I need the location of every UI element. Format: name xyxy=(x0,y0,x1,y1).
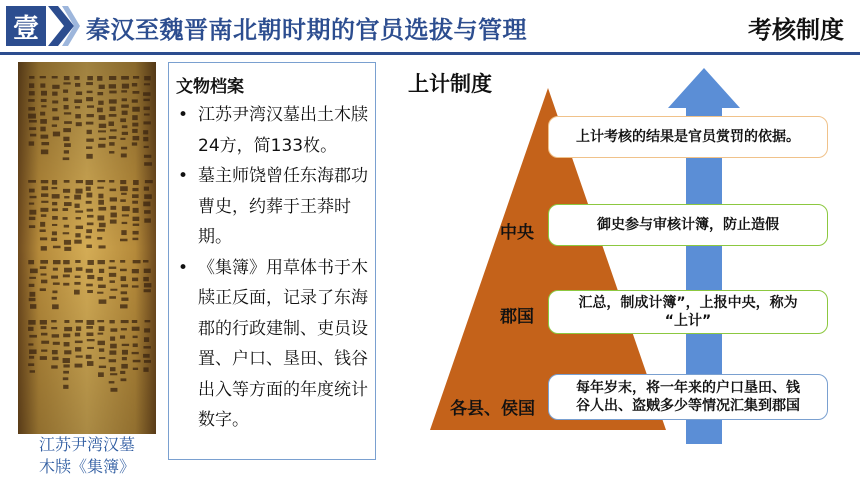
wooden-tablet-image xyxy=(18,62,156,434)
list-item: • 墓主师饶曾任东海郡功曹史，约葬于王莽时期。 xyxy=(178,166,368,247)
archive-title: 文物档案 xyxy=(176,77,244,97)
section-number-badge: 壹 xyxy=(6,6,46,46)
header-divider xyxy=(0,52,860,55)
box-line: 每年岁末，将一年来的户口垦田、钱 xyxy=(576,380,800,396)
box-line: 汇总，制成计簿”，上报中央，称为 xyxy=(578,295,798,311)
list-item: • 《集簿》用草体书于木牍正反面，记录了东海郡的行政建制、吏员设置、户口、垦田、钱谷出入等方面的年度统计数字。 xyxy=(178,257,368,430)
list-item: • 江苏尹湾汉墓出土木牍24方，简133枚。 xyxy=(178,105,368,156)
chevron-right-icon xyxy=(48,6,80,46)
relic-caption xyxy=(14,434,160,478)
box-line: “上计” xyxy=(664,313,712,329)
page-title: 秦汉至魏晋南北朝时期的官员选拔与管理 xyxy=(86,16,527,44)
central-box: 御史参与审核计簿，防止造假 xyxy=(548,204,828,246)
list-item-text: 江苏尹湾汉墓出土木牍24方，简133枚。 xyxy=(198,105,368,156)
box-line: 谷人出、盗贼多少等情况汇集到郡国 xyxy=(576,398,800,414)
result-box: 上计考核的结果是官员赏罚的依据。 xyxy=(548,116,828,158)
archive-list xyxy=(170,100,376,436)
diagram-label: 上计制度 xyxy=(408,72,492,96)
commandery-box xyxy=(548,290,828,334)
relic-caption-line: 江苏尹湾汉墓 xyxy=(38,435,135,454)
county-box xyxy=(548,374,828,420)
tier-label-county: 各县、侯国 xyxy=(450,399,535,419)
tier-label-commandery: 郡国 xyxy=(500,307,534,327)
section-title: 考核制度 xyxy=(748,16,844,44)
relic-caption-line: 木牍《集簿》 xyxy=(38,457,135,476)
list-item-text: 《集簿》用草体书于木牍正反面，记录了东海郡的行政建制、吏员设置、户口、垦田、钱谷出入等方面的年度统计数字。 xyxy=(198,257,368,430)
tier-label-central: 中央 xyxy=(500,223,534,243)
list-item-text: 墓主师饶曾任东海郡功曹史，约葬于王莽时期。 xyxy=(198,166,368,247)
